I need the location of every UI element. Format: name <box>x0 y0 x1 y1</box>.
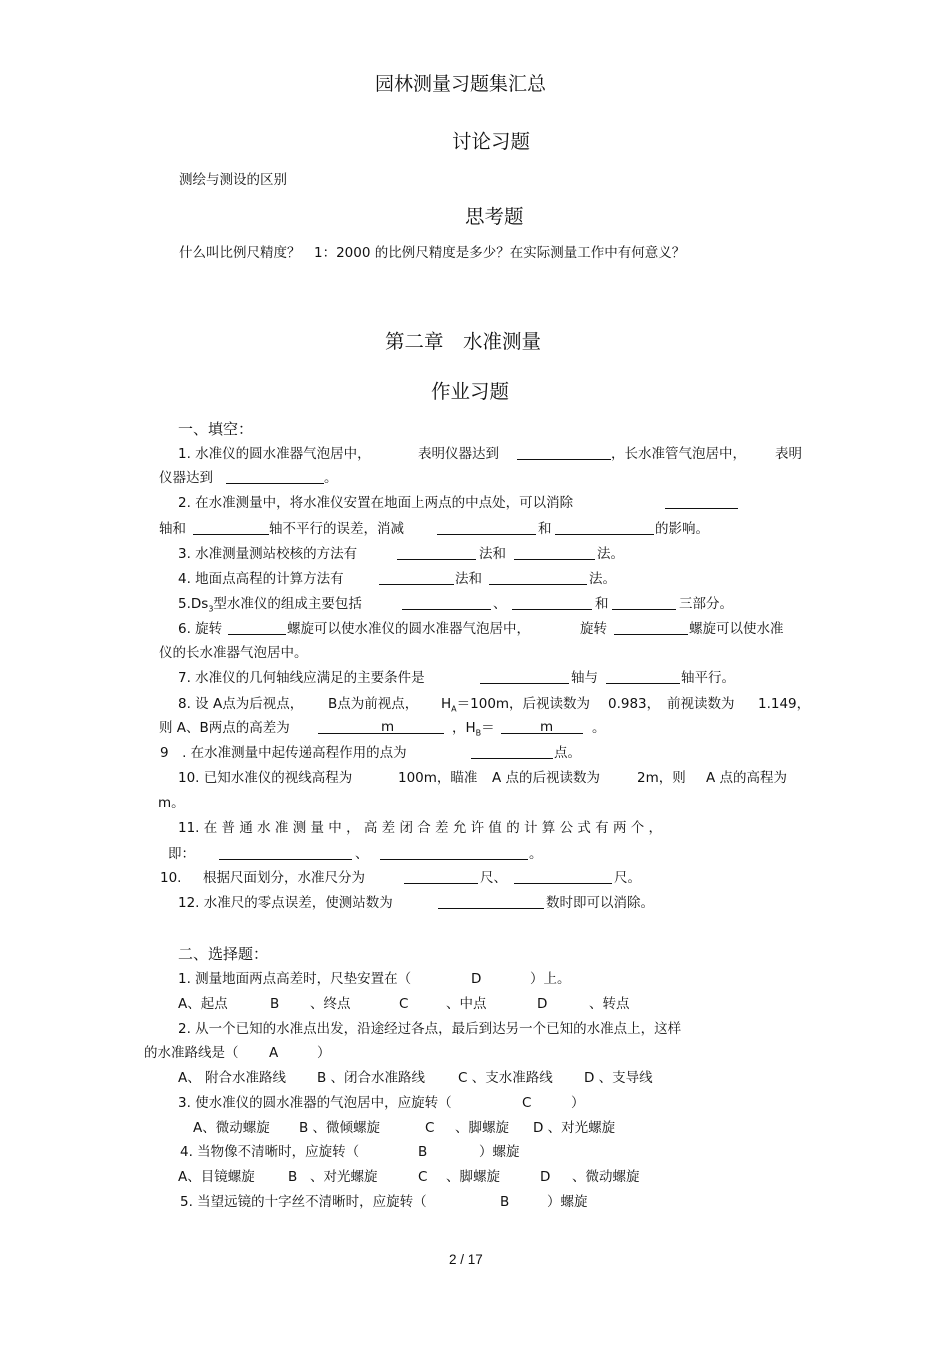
q10-text-e: A 点的高程为 <box>706 770 788 786</box>
choice-3-option-c: 、脚螺旋 <box>455 1120 509 1136</box>
q11-blank-2 <box>380 845 528 865</box>
question-8: 8. 设 A点为后视点， <box>178 696 304 712</box>
q8-text-g: 1.149， <box>758 696 811 712</box>
choice-2-option-b: B 、闭合水准路线 <box>317 1070 426 1086</box>
q2-blank-3 <box>437 520 536 540</box>
choice-2-option-a: 附合水准路线 <box>205 1070 286 1086</box>
choice-1-option-b-letter: B <box>270 996 280 1012</box>
q1-text-a: 1. 水准仪的圆水准器气泡居中， <box>178 446 371 462</box>
section-heading-discussion: 讨论习题 <box>452 130 531 153</box>
q3-text-b: 法和 <box>479 546 506 562</box>
choice-3-end: ） <box>571 1095 585 1111</box>
q8-text-e: 0.983， <box>608 696 661 712</box>
choice-4-option-b: 、对光螺旋 <box>310 1169 378 1185</box>
choice-1-option-a: A、起点 <box>178 996 228 1012</box>
q7-blank-2 <box>606 669 680 689</box>
q10b-text-c: 尺、 <box>480 870 507 886</box>
question-5 <box>178 595 362 619</box>
q2-blank-1 <box>665 494 738 514</box>
q7-text-b: 轴与 <box>571 670 598 686</box>
discussion-item: 测绘与测设的区别 <box>179 172 287 188</box>
q10b-text: 根据尺面划分，水准尺分为 <box>203 870 365 886</box>
q8-hb-label: ，H <box>452 720 476 736</box>
q1-text-e: 仪器达到 <box>159 470 213 486</box>
q8-text-j <box>452 719 495 743</box>
q9-text-b: 点。 <box>554 745 581 761</box>
q11-text-d: 。 <box>529 846 543 862</box>
q6-blank-1 <box>228 620 286 640</box>
choice-1-option-b: 、终点 <box>310 996 351 1012</box>
q5-subscript: 3 <box>208 604 214 614</box>
q1-blank-1 <box>517 445 611 465</box>
q7-text-c: 轴平行。 <box>681 670 735 686</box>
thinking-item: 什么叫比例尺精度？ 1：2000 的比例尺精度是多少？在实际测量工作中有何意义？ <box>179 245 686 261</box>
question-10b: 10. <box>160 870 182 886</box>
q7-blank-1 <box>480 669 569 689</box>
q2-blank-4 <box>555 520 654 540</box>
question-11: 11. 在 普 通 水 准 测 量 中 ， 高 差 闭 合 差 允 许 值 的 计 算 公 式 有 两 个 ， <box>178 820 663 836</box>
q2-text-c: 轴不平行的误差，消减 <box>269 521 404 537</box>
choice-2-question-cont: 的水准路线是（ <box>144 1045 239 1061</box>
choice-3-question: 3. 使水准仪的圆水准器的气泡居中，应旋转（ <box>178 1095 452 1111</box>
q5-text-a: 5.Ds <box>178 596 209 612</box>
q8-h-value: ＝100m，后视读数为 <box>456 696 591 712</box>
q8-text-b: B点为前视点， <box>328 696 419 712</box>
q3-text-c: 法。 <box>597 546 624 562</box>
q5-blank-2 <box>512 595 592 615</box>
question-1 <box>178 445 371 463</box>
question-2: 2. 在水准测量中，将水准仪安置在地面上两点的中点处，可以消除 <box>178 495 574 511</box>
q10-text-f: m。 <box>158 795 185 811</box>
choice-4-answer: B <box>418 1144 428 1160</box>
question-7: 7. 水准仪的几何轴线应满足的主要条件是 <box>178 670 425 686</box>
q8-text-f: 前视读数为 <box>667 696 735 712</box>
q6-blank-2 <box>614 620 688 640</box>
choice-3-answer: C <box>522 1095 532 1111</box>
choice-1-option-d: 、转点 <box>589 996 630 1012</box>
q5-blank-3 <box>612 595 676 615</box>
choice-2-answer: A <box>269 1045 279 1061</box>
choice-2-option-d: D 、支导线 <box>584 1070 653 1086</box>
q4-blank-1 <box>379 570 454 590</box>
q11-text-c: 、 <box>355 846 369 862</box>
q3-blank-1 <box>397 545 476 565</box>
choice-3-option-c-letter: C <box>425 1120 435 1136</box>
q1-text-f: 。 <box>324 470 338 486</box>
q10-text-b: 100m，瞄准 <box>398 770 478 786</box>
q2-text-d: 和 <box>538 521 552 537</box>
q8-text-c <box>441 695 590 719</box>
choice-4-option-a: A、目镜螺旋 <box>178 1169 255 1185</box>
q1-text-c: ，长水准管气泡居中， <box>611 446 746 462</box>
q8-h-label: H <box>441 696 452 712</box>
choice-2-option-a-letter: A、 <box>178 1070 201 1086</box>
choice-3-option-d: D 、对光螺旋 <box>533 1120 616 1136</box>
choice-1-answer: D <box>471 971 482 987</box>
q5-text-d: 和 <box>595 596 609 612</box>
chapter-title: 第二章 水准测量 <box>385 330 542 353</box>
q9-blank <box>471 744 553 764</box>
q11-blank-1 <box>219 845 352 865</box>
q1-text-b: 表明仪器达到 <box>418 446 499 462</box>
q6-text-e: 仪的长水准器气泡居中。 <box>159 645 308 661</box>
q8-text-h: 则 A、B两点的高差为 <box>159 720 290 736</box>
choice-4-option-c: 、脚螺旋 <box>446 1169 500 1185</box>
choice-4-option-b-letter: B <box>288 1169 298 1185</box>
q1-blank-2 <box>226 469 324 489</box>
document-title: 园林测量习题集汇总 <box>375 73 547 95</box>
chapter-subtitle: 作业习题 <box>431 380 510 403</box>
q2-text-b: 轴和 <box>159 521 186 537</box>
choice-heading: 二、选择题： <box>178 945 269 963</box>
q10b-text-d: 尺。 <box>614 870 641 886</box>
q1-text-d: 表明 <box>775 446 802 462</box>
question-3: 3. 水准测量测站校核的方法有 <box>178 546 358 562</box>
choice-1-option-c-letter: C <box>399 996 409 1012</box>
q8-hb-eq: ＝ <box>481 720 495 736</box>
q5-text-c: 、 <box>493 596 507 612</box>
section-heading-thinking: 思考题 <box>465 205 524 228</box>
page-number: 2 / 17 <box>449 1252 483 1267</box>
choice-1-option-d-letter: D <box>537 996 548 1012</box>
q10b-blank-2 <box>514 869 612 889</box>
choice-5-end: ）螺旋 <box>547 1194 588 1210</box>
choice-1-option-c: 、中点 <box>446 996 487 1012</box>
choice-3-option-b: B 、微倾螺旋 <box>299 1120 381 1136</box>
fill-heading: 一、填空： <box>178 420 254 438</box>
choice-5-question: 5. 当望远镜的十字丝不清晰时，应旋转（ <box>180 1194 427 1210</box>
question-12: 12. 水准尺的零点误差，使测站数为 <box>178 895 393 911</box>
choice-3-option-a: A、微动螺旋 <box>193 1120 270 1136</box>
q5-text-b: 型水准仪的组成主要包括 <box>213 596 362 612</box>
q6-text-b: 螺旋可以使水准仪的圆水准器气泡居中， <box>287 621 530 637</box>
q2-blank-2 <box>193 520 269 540</box>
choice-4-option-d: 、微动螺旋 <box>572 1169 640 1185</box>
q8-h-subscript: A <box>451 704 457 714</box>
q4-blank-2 <box>489 570 587 590</box>
q5-text-e: 三部分。 <box>679 596 733 612</box>
choice-2-end: ） <box>317 1045 331 1061</box>
q5-blank-1 <box>402 595 491 615</box>
choice-4-question: 4. 当物像不清晰时，应旋转（ <box>180 1144 360 1160</box>
q8-hb-subscript: B <box>475 728 482 738</box>
question-10: 10. 已知水准仪的视线高程为 <box>178 770 353 786</box>
choice-4-option-d-letter: D <box>540 1169 551 1185</box>
choice-5-answer: B <box>500 1194 510 1210</box>
question-6: 6. 旋转 <box>178 621 223 637</box>
question-9: 9 . 在水准测量中起传递高程作用的点为 <box>160 745 407 761</box>
choice-1-question: 1. 测量地面两点高差时，尺垫安置在（ <box>178 971 412 987</box>
q3-blank-2 <box>514 545 595 565</box>
q12-blank <box>438 894 544 914</box>
q10-text-d: 2m，则 <box>637 770 686 786</box>
q10-text-c: A 点的后视读数为 <box>492 770 601 786</box>
q11-text-b: 即： <box>168 846 195 862</box>
q2-text-e: 的影响。 <box>655 521 709 537</box>
q4-text-c: 法。 <box>589 571 616 587</box>
q6-text-c: 旋转 <box>580 621 607 637</box>
choice-4-end: ）螺旋 <box>479 1144 520 1160</box>
q12-text-b: 数时即可以消除。 <box>546 895 654 911</box>
q4-text-b: 法和 <box>455 571 482 587</box>
q8-text-m: 。 <box>592 720 606 736</box>
q8-unit-1: m <box>381 719 395 735</box>
choice-1-end: ）上。 <box>530 971 571 987</box>
q10b-blank-1 <box>404 869 478 889</box>
choice-2-question: 2. 从一个已知的水准点出发，沿途经过各点，最后到达另一个已知的水准点上，这样 <box>178 1021 682 1037</box>
choice-4-option-c-letter: C <box>418 1169 428 1185</box>
q8-unit-2: m <box>540 719 554 735</box>
q6-text-d: 螺旋可以使水准 <box>689 621 784 637</box>
choice-2-option-c: C 、支水准路线 <box>458 1070 553 1086</box>
question-4: 4. 地面点高程的计算方法有 <box>178 571 344 587</box>
